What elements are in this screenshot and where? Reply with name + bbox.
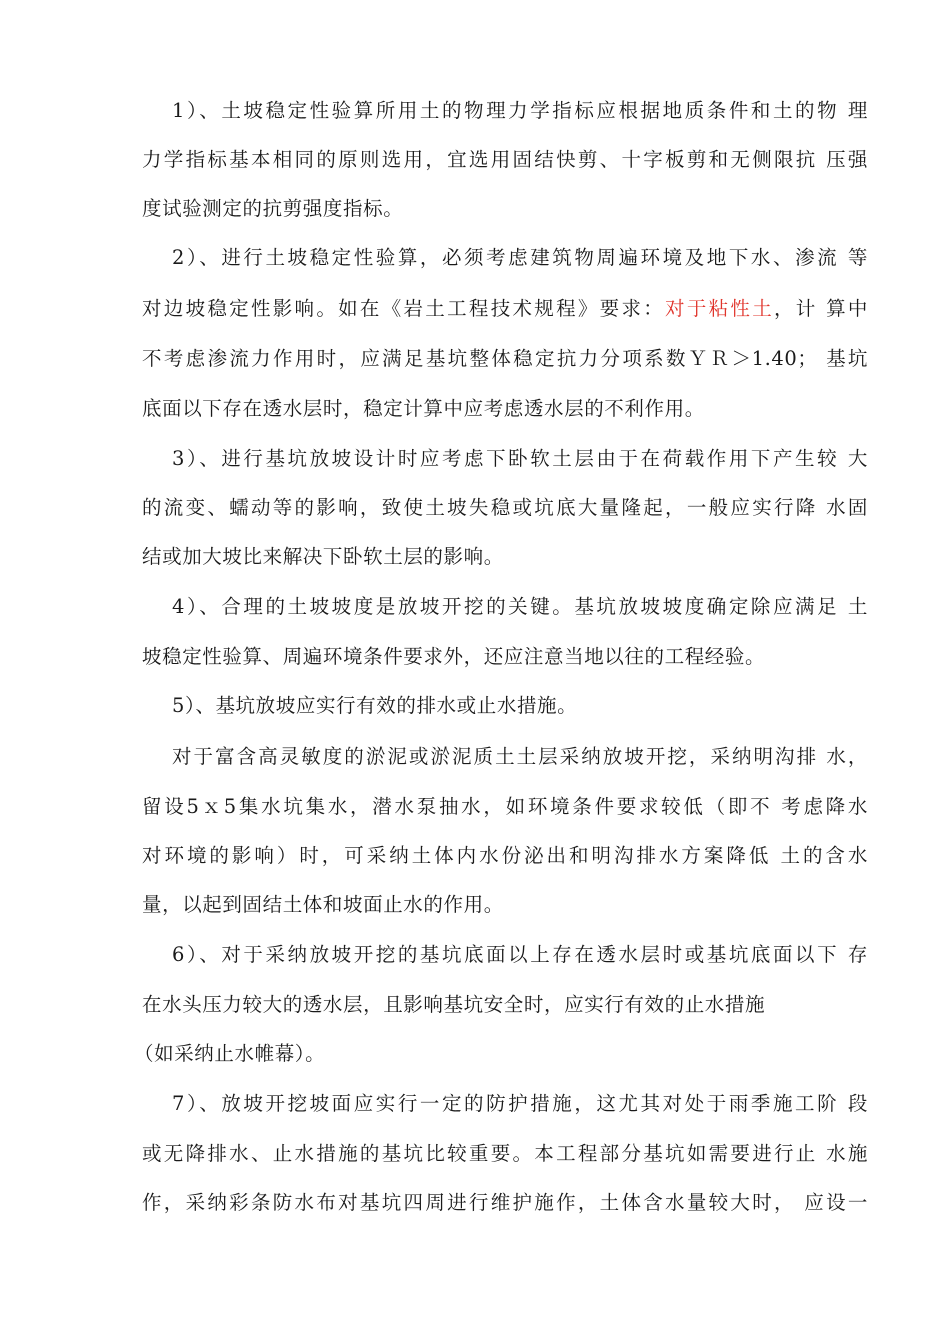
text-line: 结或加大坡比来解决下卧软土层的影响。 bbox=[142, 545, 504, 568]
text-line: 不考虑渗流力作用时，应满足基坑整体稳定抗力分项系数ＹＲ＞1.40； 基坑 bbox=[142, 347, 868, 370]
text-segment: ，计 算中 bbox=[774, 297, 868, 320]
text-line bbox=[142, 293, 868, 325]
text-line: 度试验测定的抗剪强度指标。 bbox=[142, 197, 404, 220]
text-line: 1）、土坡稳定性验算所用土的物理力学指标应根据地质条件和土的物 理 bbox=[172, 99, 868, 122]
text-line: 2）、进行土坡稳定性验算，必须考虑建筑物周遍环境及地下水、渗流 等 bbox=[172, 246, 868, 269]
text-line: 3）、进行基坑放坡设计时应考虑下卧软土层由于在荷载作用下产生较 大 bbox=[172, 447, 868, 470]
text-line: 在水头压力较大的透水层，且影响基坑安全时，应实行有效的止水措施 bbox=[142, 993, 766, 1016]
text-line: 量，以起到固结土体和坡面止水的作用。 bbox=[142, 893, 504, 916]
text-line: 底面以下存在透水层时，稳定计算中应考虑透水层的不利作用。 bbox=[142, 397, 705, 420]
text-line: 4）、合理的土坡坡度是放坡开挖的关键。基坑放坡坡度确定除应满足 土 bbox=[172, 595, 868, 618]
text-line: 6）、对于采纳放坡开挖的基坑底面以上存在透水层时或基坑底面以下 存 bbox=[172, 943, 868, 966]
text-line: 对环境的影响）时，可采纳土体内水份泌出和明沟排水方案降低 土的含水 bbox=[142, 844, 868, 867]
text-line: （如采纳止水帷幕）。 bbox=[134, 1042, 326, 1065]
text-line: 作，采纳彩条防水布对基坑四周进行维护施作，土体含水量较大时， 应设一 bbox=[142, 1191, 868, 1214]
text-line: 留设5ｘ5集水坑集水，潜水泵抽水，如环境条件要求较低（即不 考虑降水 bbox=[142, 795, 868, 818]
text-line: 对于富含高灵敏度的淤泥或淤泥质土土层采纳放坡开挖，采纳明沟排 水， bbox=[172, 745, 868, 768]
text-line: 力学指标基本相同的原则选用，宜选用固结快剪、十字板剪和无侧限抗 压强 bbox=[142, 148, 868, 171]
text-line: 坡稳定性验算、周遍环境条件要求外，还应注意当地以往的工程经验。 bbox=[142, 645, 766, 668]
text-line: 5）、基坑放坡应实行有效的排水或止水措施。 bbox=[172, 694, 578, 717]
highlighted-text: 对于粘性土 bbox=[665, 297, 775, 320]
text-line: 的流变、蠕动等的影响，致使土坡失稳或坑底大量隆起，一般应实行降 水固 bbox=[142, 496, 868, 519]
text-line: 7）、放坡开挖坡面应实行一定的防护措施，这尤其对处于雨季施工阶 段 bbox=[172, 1092, 868, 1115]
text-segment: 对边坡稳定性影响。如在《岩土工程技术规程》要求： bbox=[142, 297, 666, 320]
text-line: 或无降排水、止水措施的基坑比较重要。本工程部分基坑如需要进行止 水施 bbox=[142, 1142, 868, 1165]
